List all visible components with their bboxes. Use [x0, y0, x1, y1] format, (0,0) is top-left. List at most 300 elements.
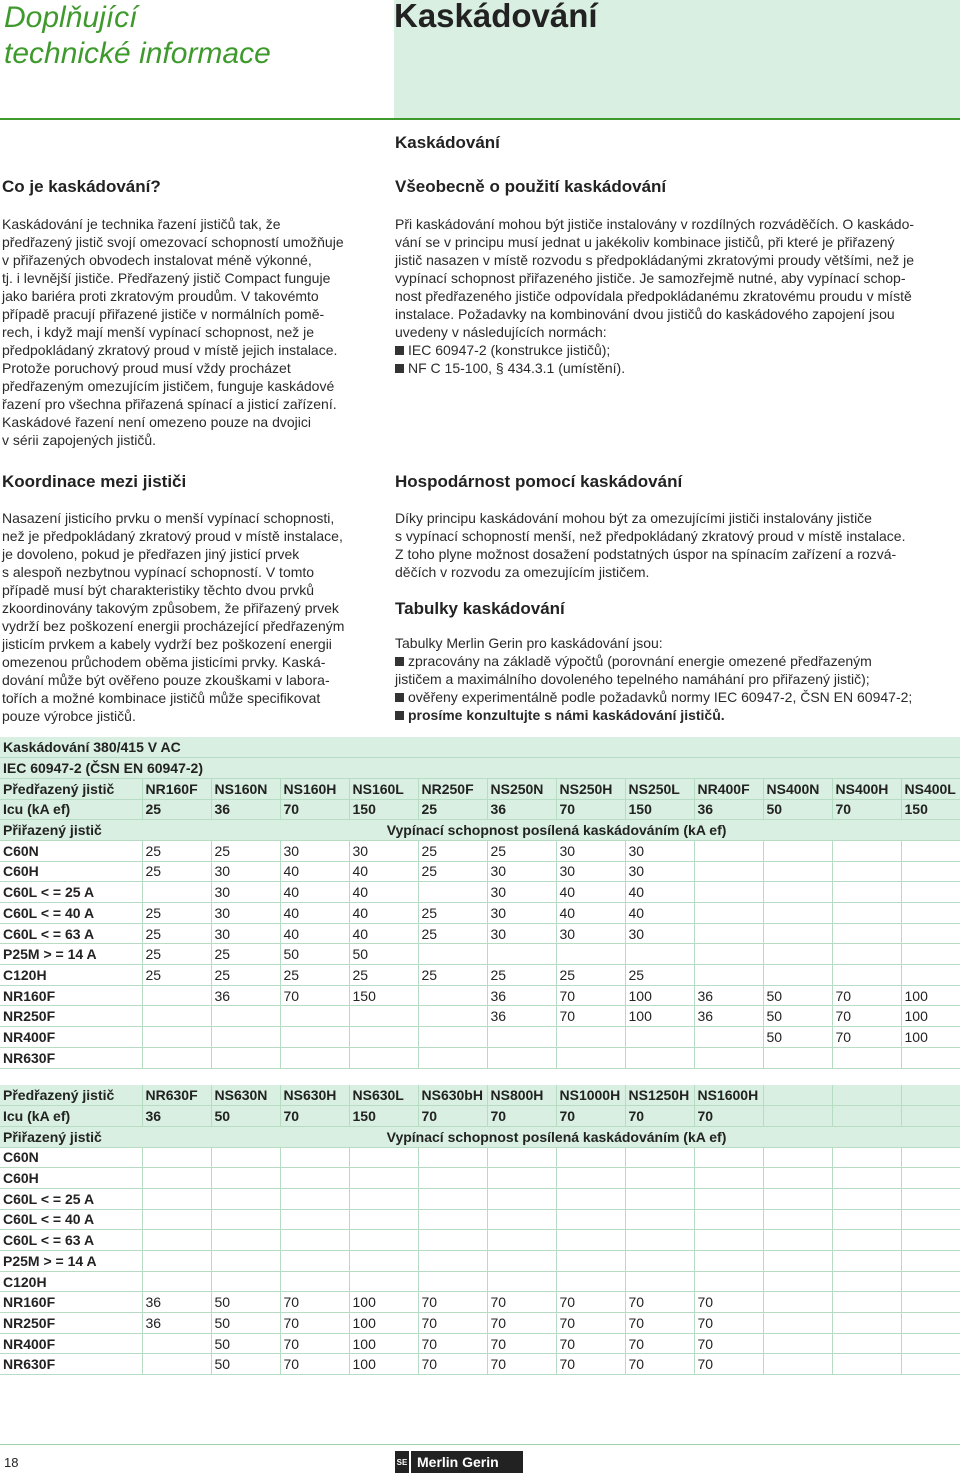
header-right [394, 0, 960, 118]
header-divider [0, 118, 960, 120]
table-cell [901, 1147, 960, 1168]
bullet-square-icon [395, 711, 404, 720]
icu-value: 150 [901, 799, 960, 820]
table-cell: 25 [142, 861, 211, 882]
table-cell [694, 965, 763, 986]
table-cell: 30 [625, 840, 694, 861]
table-cell [901, 882, 960, 903]
table-cell [280, 1188, 349, 1209]
table-cell [901, 903, 960, 924]
table-cell [901, 861, 960, 882]
icu-row [0, 1106, 960, 1127]
schneider-mark-icon: SE [395, 1451, 409, 1473]
table-cell [556, 1147, 625, 1168]
table-cell [280, 1230, 349, 1251]
table-cell: 30 [487, 903, 556, 924]
table-cell [625, 1230, 694, 1251]
table-cell [556, 1047, 625, 1068]
table-row [0, 882, 960, 903]
table-cell [349, 1188, 418, 1209]
table-cell: 50 [280, 944, 349, 965]
paragraph-general [395, 215, 914, 377]
table-cell [280, 1168, 349, 1189]
header-subtitle-line1: Doplňující [4, 1, 138, 34]
upstream-breaker: NS1250H [625, 1085, 694, 1106]
icu-value: 36 [487, 799, 556, 820]
table-cell [418, 1027, 487, 1048]
table-cell: 36 [142, 1313, 211, 1334]
heading-general: Všeobecně o použití kaskádování [395, 177, 667, 196]
table-cell: 40 [556, 882, 625, 903]
table-cell: 70 [556, 985, 625, 1006]
table-cell: 100 [901, 985, 960, 1006]
table-cell: 40 [280, 861, 349, 882]
table-cell [280, 1251, 349, 1272]
bullet-text: IEC 60947-2 (konstrukce jističů); [408, 342, 611, 358]
paragraph-line: předpokládaný zkratový proud v místě jejich instalace. [2, 342, 338, 358]
table-cell [832, 1313, 901, 1334]
upstream-breaker: NS160L [349, 778, 418, 799]
table-cell: 100 [901, 1027, 960, 1048]
downstream-breaker: C60L < = 25 A [0, 1188, 142, 1209]
table-cell: 30 [556, 861, 625, 882]
table-cell: 70 [625, 1333, 694, 1354]
table-cell [694, 1271, 763, 1292]
table-cell: 30 [487, 882, 556, 903]
table-cell: 70 [556, 1333, 625, 1354]
bullet-text: NF C 15-100, § 434.3.1 (umístění). [408, 360, 626, 376]
table-cell [211, 1147, 280, 1168]
table-cell [418, 1230, 487, 1251]
table-cell [418, 1006, 487, 1027]
paragraph-line: jistič nasazen v místě rozvodu s předpokládanými zkratovými proudy většími, než je [395, 252, 914, 268]
icu-label: Icu (kA ef) [0, 799, 142, 820]
table-cell: 36 [694, 1006, 763, 1027]
table-cell [211, 1006, 280, 1027]
table-cell [901, 1047, 960, 1068]
table-row [0, 985, 960, 1006]
table-cell [832, 1209, 901, 1230]
table-cell: 25 [418, 965, 487, 986]
table-cell [211, 1168, 280, 1189]
table-cell [418, 1271, 487, 1292]
table-cell [625, 1188, 694, 1209]
table-row [0, 944, 960, 965]
table-cell: 40 [280, 903, 349, 924]
table-cell: 25 [625, 965, 694, 986]
table-cell: 25 [142, 840, 211, 861]
table-cell: 25 [349, 965, 418, 986]
paragraph-line: řazení pro všechna přiřazená spínací a jisticí zařízení. [2, 396, 337, 412]
table-cell: 70 [487, 1333, 556, 1354]
icu-value: 70 [694, 1106, 763, 1127]
table-cell [694, 944, 763, 965]
upstream-row [0, 778, 960, 799]
table-cell: 70 [280, 1354, 349, 1375]
paragraph-line: zkoordinovány takovým způsobem, že přiřazený prvek [2, 600, 339, 616]
table-cell [142, 1354, 211, 1375]
table-cell [280, 1027, 349, 1048]
table-cell [487, 1209, 556, 1230]
table-cell [832, 923, 901, 944]
table-cell [832, 882, 901, 903]
paragraph-line: nost předřazeného jističe odpovídala předpokládanému zkratovému proudu v místě [395, 288, 912, 304]
table-cell [832, 1354, 901, 1375]
table-cell [418, 1209, 487, 1230]
table-row [0, 923, 960, 944]
table-cell [142, 985, 211, 1006]
downstream-breaker: C60H [0, 1168, 142, 1189]
header-left [4, 0, 384, 118]
table-cell [142, 1047, 211, 1068]
paragraph-line: tj. i levnější jističe. Předřazený jistič Compact funguje [2, 270, 331, 286]
table-cell [280, 1271, 349, 1292]
cascading-table-1 [0, 737, 960, 1069]
table-cell: 70 [280, 985, 349, 1006]
table-cell [901, 1209, 960, 1230]
table-cell [487, 1230, 556, 1251]
table-cell [763, 903, 832, 924]
icu-value: 70 [418, 1106, 487, 1127]
table-title: IEC 60947-2 (ČSN EN 60947-2) [0, 758, 960, 779]
table-cell [349, 1271, 418, 1292]
table-cell: 70 [487, 1313, 556, 1334]
table-cell: 40 [280, 882, 349, 903]
upstream-breaker: NS400H [832, 778, 901, 799]
paragraph-line: s vypínací schopností menší, než předpokládaný zkratový proud v místě instalace. [395, 528, 906, 544]
downstream-breaker: NR630F [0, 1047, 142, 1068]
table-cell [487, 1188, 556, 1209]
table-cell [832, 1333, 901, 1354]
table-cell [832, 1047, 901, 1068]
table-cell: 70 [694, 1333, 763, 1354]
table-cell: 36 [487, 1006, 556, 1027]
table-cell [349, 1027, 418, 1048]
table-row [0, 840, 960, 861]
table-cell: 25 [142, 923, 211, 944]
bullet-square-icon [395, 346, 404, 355]
table-cell: 70 [418, 1313, 487, 1334]
table-cell [487, 944, 556, 965]
table-row [0, 1333, 960, 1354]
table-cell: 100 [349, 1333, 418, 1354]
table-row [0, 1230, 960, 1251]
table-cell [625, 1251, 694, 1272]
table-cell [556, 1168, 625, 1189]
table-cell: 70 [487, 1354, 556, 1375]
downstream-label: Přiřazený jistič [0, 820, 142, 841]
icu-value: 36 [142, 1106, 211, 1127]
upstream-breaker: NR160F [142, 778, 211, 799]
table-cell [694, 882, 763, 903]
upstream-breaker: NS400L [901, 778, 960, 799]
table-cell: 70 [418, 1354, 487, 1375]
table-cell [487, 1168, 556, 1189]
table-cell [832, 861, 901, 882]
table-cell [763, 1333, 832, 1354]
downstream-header-row [0, 1126, 960, 1147]
paragraph-line: případě pracují přiřazené jističe v normálních pomě- [2, 306, 325, 322]
tables-intro: Tabulky Merlin Gerin pro kaskádování jsou: [395, 635, 663, 651]
table-cell: 70 [280, 1292, 349, 1313]
table-cell [694, 840, 763, 861]
bullet-square-icon [395, 364, 404, 373]
upstream-breaker: NS160N [211, 778, 280, 799]
table-cell [832, 944, 901, 965]
table-row [0, 1354, 960, 1375]
table-cell: 30 [556, 923, 625, 944]
paragraph-line: jisticím prvkem a kabely vydrží bez poškození energii [2, 636, 332, 652]
table-cell [211, 1271, 280, 1292]
table-cell [832, 840, 901, 861]
table-cell: 70 [280, 1313, 349, 1334]
table-cell: 50 [211, 1354, 280, 1375]
table-cell [142, 1188, 211, 1209]
table-cell [694, 1047, 763, 1068]
table-cell: 25 [418, 923, 487, 944]
bullet-square-icon [395, 693, 404, 702]
icu-value: 70 [280, 799, 349, 820]
table-cell [625, 1271, 694, 1292]
table-cell: 40 [625, 882, 694, 903]
table-cell [211, 1230, 280, 1251]
table-cell [280, 1209, 349, 1230]
table-cell [763, 923, 832, 944]
table-cell [901, 1271, 960, 1292]
header-subtitle-line2: technické informace [4, 37, 271, 70]
table-cell [556, 1251, 625, 1272]
table-cell [763, 1354, 832, 1375]
table-cell: 50 [763, 1027, 832, 1048]
footer-divider [0, 1444, 960, 1445]
table-cell: 25 [556, 965, 625, 986]
table-cell [832, 903, 901, 924]
table-cell [901, 1251, 960, 1272]
table-title: Kaskádování 380/415 V AC [0, 737, 960, 758]
downstream-breaker: C60H [0, 861, 142, 882]
downstream-label: Přiřazený jistič [0, 1126, 142, 1147]
table-cell [487, 1147, 556, 1168]
table-cell [901, 1168, 960, 1189]
table-cell [901, 965, 960, 986]
table-cell [211, 1251, 280, 1272]
table-cell: 40 [349, 903, 418, 924]
table-cell: 70 [625, 1313, 694, 1334]
table-row [0, 1027, 960, 1048]
table-cell: 30 [487, 861, 556, 882]
table-cell: 70 [832, 1027, 901, 1048]
table-cell [418, 1047, 487, 1068]
table-cell: 40 [349, 861, 418, 882]
table-cell: 70 [832, 1006, 901, 1027]
table-row [0, 903, 960, 924]
heading-tables: Tabulky kaskádování [395, 599, 565, 618]
upstream-breaker: NS160H [280, 778, 349, 799]
table-cell: 70 [487, 1292, 556, 1313]
table-row [0, 1251, 960, 1272]
table-cell: 70 [556, 1292, 625, 1313]
table-cell: 100 [349, 1354, 418, 1375]
table-cell [832, 1251, 901, 1272]
table-cell [763, 1168, 832, 1189]
table-cell [556, 1230, 625, 1251]
table-cell: 25 [211, 840, 280, 861]
table-cell [487, 1027, 556, 1048]
table-cell [694, 1168, 763, 1189]
table-cell [349, 1147, 418, 1168]
table-row [0, 1168, 960, 1189]
icu-value [763, 1106, 832, 1127]
upstream-breaker: NR250F [418, 778, 487, 799]
table-row [0, 1047, 960, 1068]
table-cell: 100 [625, 1006, 694, 1027]
table-cell [211, 1047, 280, 1068]
downstream-breaker: NR250F [0, 1313, 142, 1334]
table-cell [418, 1251, 487, 1272]
table-cell: 36 [694, 985, 763, 1006]
table-cell [901, 1354, 960, 1375]
table-cell: 70 [418, 1292, 487, 1313]
table-cell [418, 985, 487, 1006]
table-cell: 50 [211, 1292, 280, 1313]
downstream-breaker: NR250F [0, 1006, 142, 1027]
table-cell: 25 [418, 861, 487, 882]
page-number: 18 [4, 1455, 19, 1470]
table-cell [625, 1147, 694, 1168]
table-cell [901, 1188, 960, 1209]
table-cell [349, 1006, 418, 1027]
table-cell [901, 923, 960, 944]
table-cell [142, 882, 211, 903]
page-title: Kaskádování [394, 0, 598, 34]
upstream-breaker: NS400N [763, 778, 832, 799]
table-cell: 40 [625, 903, 694, 924]
table-cell: 25 [211, 965, 280, 986]
downstream-breaker: C60L < = 40 A [0, 903, 142, 924]
table-cell [142, 1147, 211, 1168]
table-cell: 70 [418, 1333, 487, 1354]
tables-bullet-2: ověřeny experimentálně podle požadavků normy IEC 60947-2, ČSN EN 60947-2; [408, 689, 913, 705]
paragraph-line: dování může být ověřeno pouze zkouškami v labora- [2, 672, 330, 688]
table-cell [556, 1271, 625, 1292]
upstream-breaker: NS800H [487, 1085, 556, 1106]
table-cell [832, 1188, 901, 1209]
table-cell [349, 1230, 418, 1251]
icu-value: 25 [418, 799, 487, 820]
upstream-label: Předřazený jistič [0, 778, 142, 799]
table-cell: 40 [349, 882, 418, 903]
heading-what-is: Co je kaskádování? [2, 177, 161, 196]
logo-text: Merlin Gerin [411, 1451, 523, 1473]
downstream-breaker: NR160F [0, 1292, 142, 1313]
downstream-breaker: C60L < = 40 A [0, 1209, 142, 1230]
paragraph-line: Nasazení jisticího prvku o menší vypínací schopnosti, [2, 510, 335, 526]
paragraph-line: děčích v rozvodu za omezujícím jističem. [395, 564, 650, 580]
table-cell [832, 1230, 901, 1251]
table-cell [832, 1147, 901, 1168]
table-cell [694, 923, 763, 944]
table-cell [694, 1209, 763, 1230]
table-cell [487, 1047, 556, 1068]
table-cell: 70 [832, 985, 901, 1006]
table-row [0, 1209, 960, 1230]
section-title-cascading: Kaskádování [395, 133, 500, 152]
paragraph-line: v sérii zapojených jističů. [2, 432, 157, 448]
upstream-row [0, 1085, 960, 1106]
table-cell [694, 903, 763, 924]
table-cell [142, 1230, 211, 1251]
table-cell [487, 1251, 556, 1272]
icu-value: 70 [556, 1106, 625, 1127]
reinforced-capacity-label: Vypínací schopnost posílená kaskádováním (kA ef) [142, 1126, 960, 1147]
table-cell [625, 1047, 694, 1068]
downstream-breaker: C60L < = 63 A [0, 1230, 142, 1251]
table-cell: 70 [694, 1292, 763, 1313]
downstream-breaker: NR160F [0, 985, 142, 1006]
bullet-item [395, 359, 914, 377]
table-cell: 50 [349, 944, 418, 965]
table-cell [832, 1292, 901, 1313]
table-cell: 25 [142, 965, 211, 986]
table-cell [901, 1333, 960, 1354]
bullet-square-icon [395, 657, 404, 666]
table-cell [901, 1230, 960, 1251]
paragraph-line: je dovoleno, pokud je předřazen jiný jisticí prvek [2, 546, 300, 562]
paragraph-line: případě musí být charakteristiky těchto dvou prvků [2, 582, 315, 598]
tables-bullet-1b: jističem a maximálního dovoleného tepelného namáhání pro přiřazený jistič); [395, 671, 870, 687]
table-cell: 50 [763, 1006, 832, 1027]
tables-bullet-3: prosíme konzultujte s námi kaskádování jističů. [408, 707, 725, 723]
table-cell: 25 [418, 903, 487, 924]
table-cell: 30 [211, 903, 280, 924]
table-cell: 30 [487, 923, 556, 944]
table-cell [211, 1209, 280, 1230]
table-cell: 25 [487, 840, 556, 861]
table-cell [763, 1271, 832, 1292]
table-cell [418, 1168, 487, 1189]
table-cell [832, 965, 901, 986]
table-cell [418, 1188, 487, 1209]
table-cell: 100 [625, 985, 694, 1006]
table-cell [418, 882, 487, 903]
paragraph-line: v přiřazených obvodech instalovat méně výkonné, [2, 252, 312, 268]
table-cell [694, 1230, 763, 1251]
table-cell [142, 1027, 211, 1048]
paragraph-line: než je předpokládaný zkratový proud v místě instalace, [2, 528, 343, 544]
icu-value: 70 [832, 799, 901, 820]
icu-label: Icu (kA ef) [0, 1106, 142, 1127]
table-cell: 70 [625, 1292, 694, 1313]
table-cell [142, 1168, 211, 1189]
table-cell: 25 [211, 944, 280, 965]
reinforced-capacity-label: Vypínací schopnost posílená kaskádováním (kA ef) [142, 820, 960, 841]
paragraph-line: Kaskádování je technika řazení jističů tak, že [2, 216, 281, 232]
table-cell [763, 840, 832, 861]
table-cell: 30 [625, 861, 694, 882]
paragraph-line: Při kaskádování mohou být jističe instalovány v rozdílných rozváděčích. O kaskádo- [395, 216, 915, 232]
table-cell: 50 [211, 1313, 280, 1334]
paragraph-line: předřazeným omezujícím jističem, funguje kaskádové [2, 378, 335, 394]
downstream-breaker: NR400F [0, 1333, 142, 1354]
paragraph-line: instalace. Požadavky na kombinování dvou jističů do kaskádového zapojení jsou [395, 306, 895, 322]
paragraph-line: rech, i když mají menší vypínací schopnost, než je [2, 324, 315, 340]
table-cell: 25 [280, 965, 349, 986]
table-cell: 25 [142, 903, 211, 924]
table-cell [763, 1047, 832, 1068]
paragraph-line: Z toho plyne možnost dosažení podstatných úspor na spínacím zařízení a rozvá- [395, 546, 897, 562]
table-cell [763, 944, 832, 965]
table-cell [349, 1168, 418, 1189]
